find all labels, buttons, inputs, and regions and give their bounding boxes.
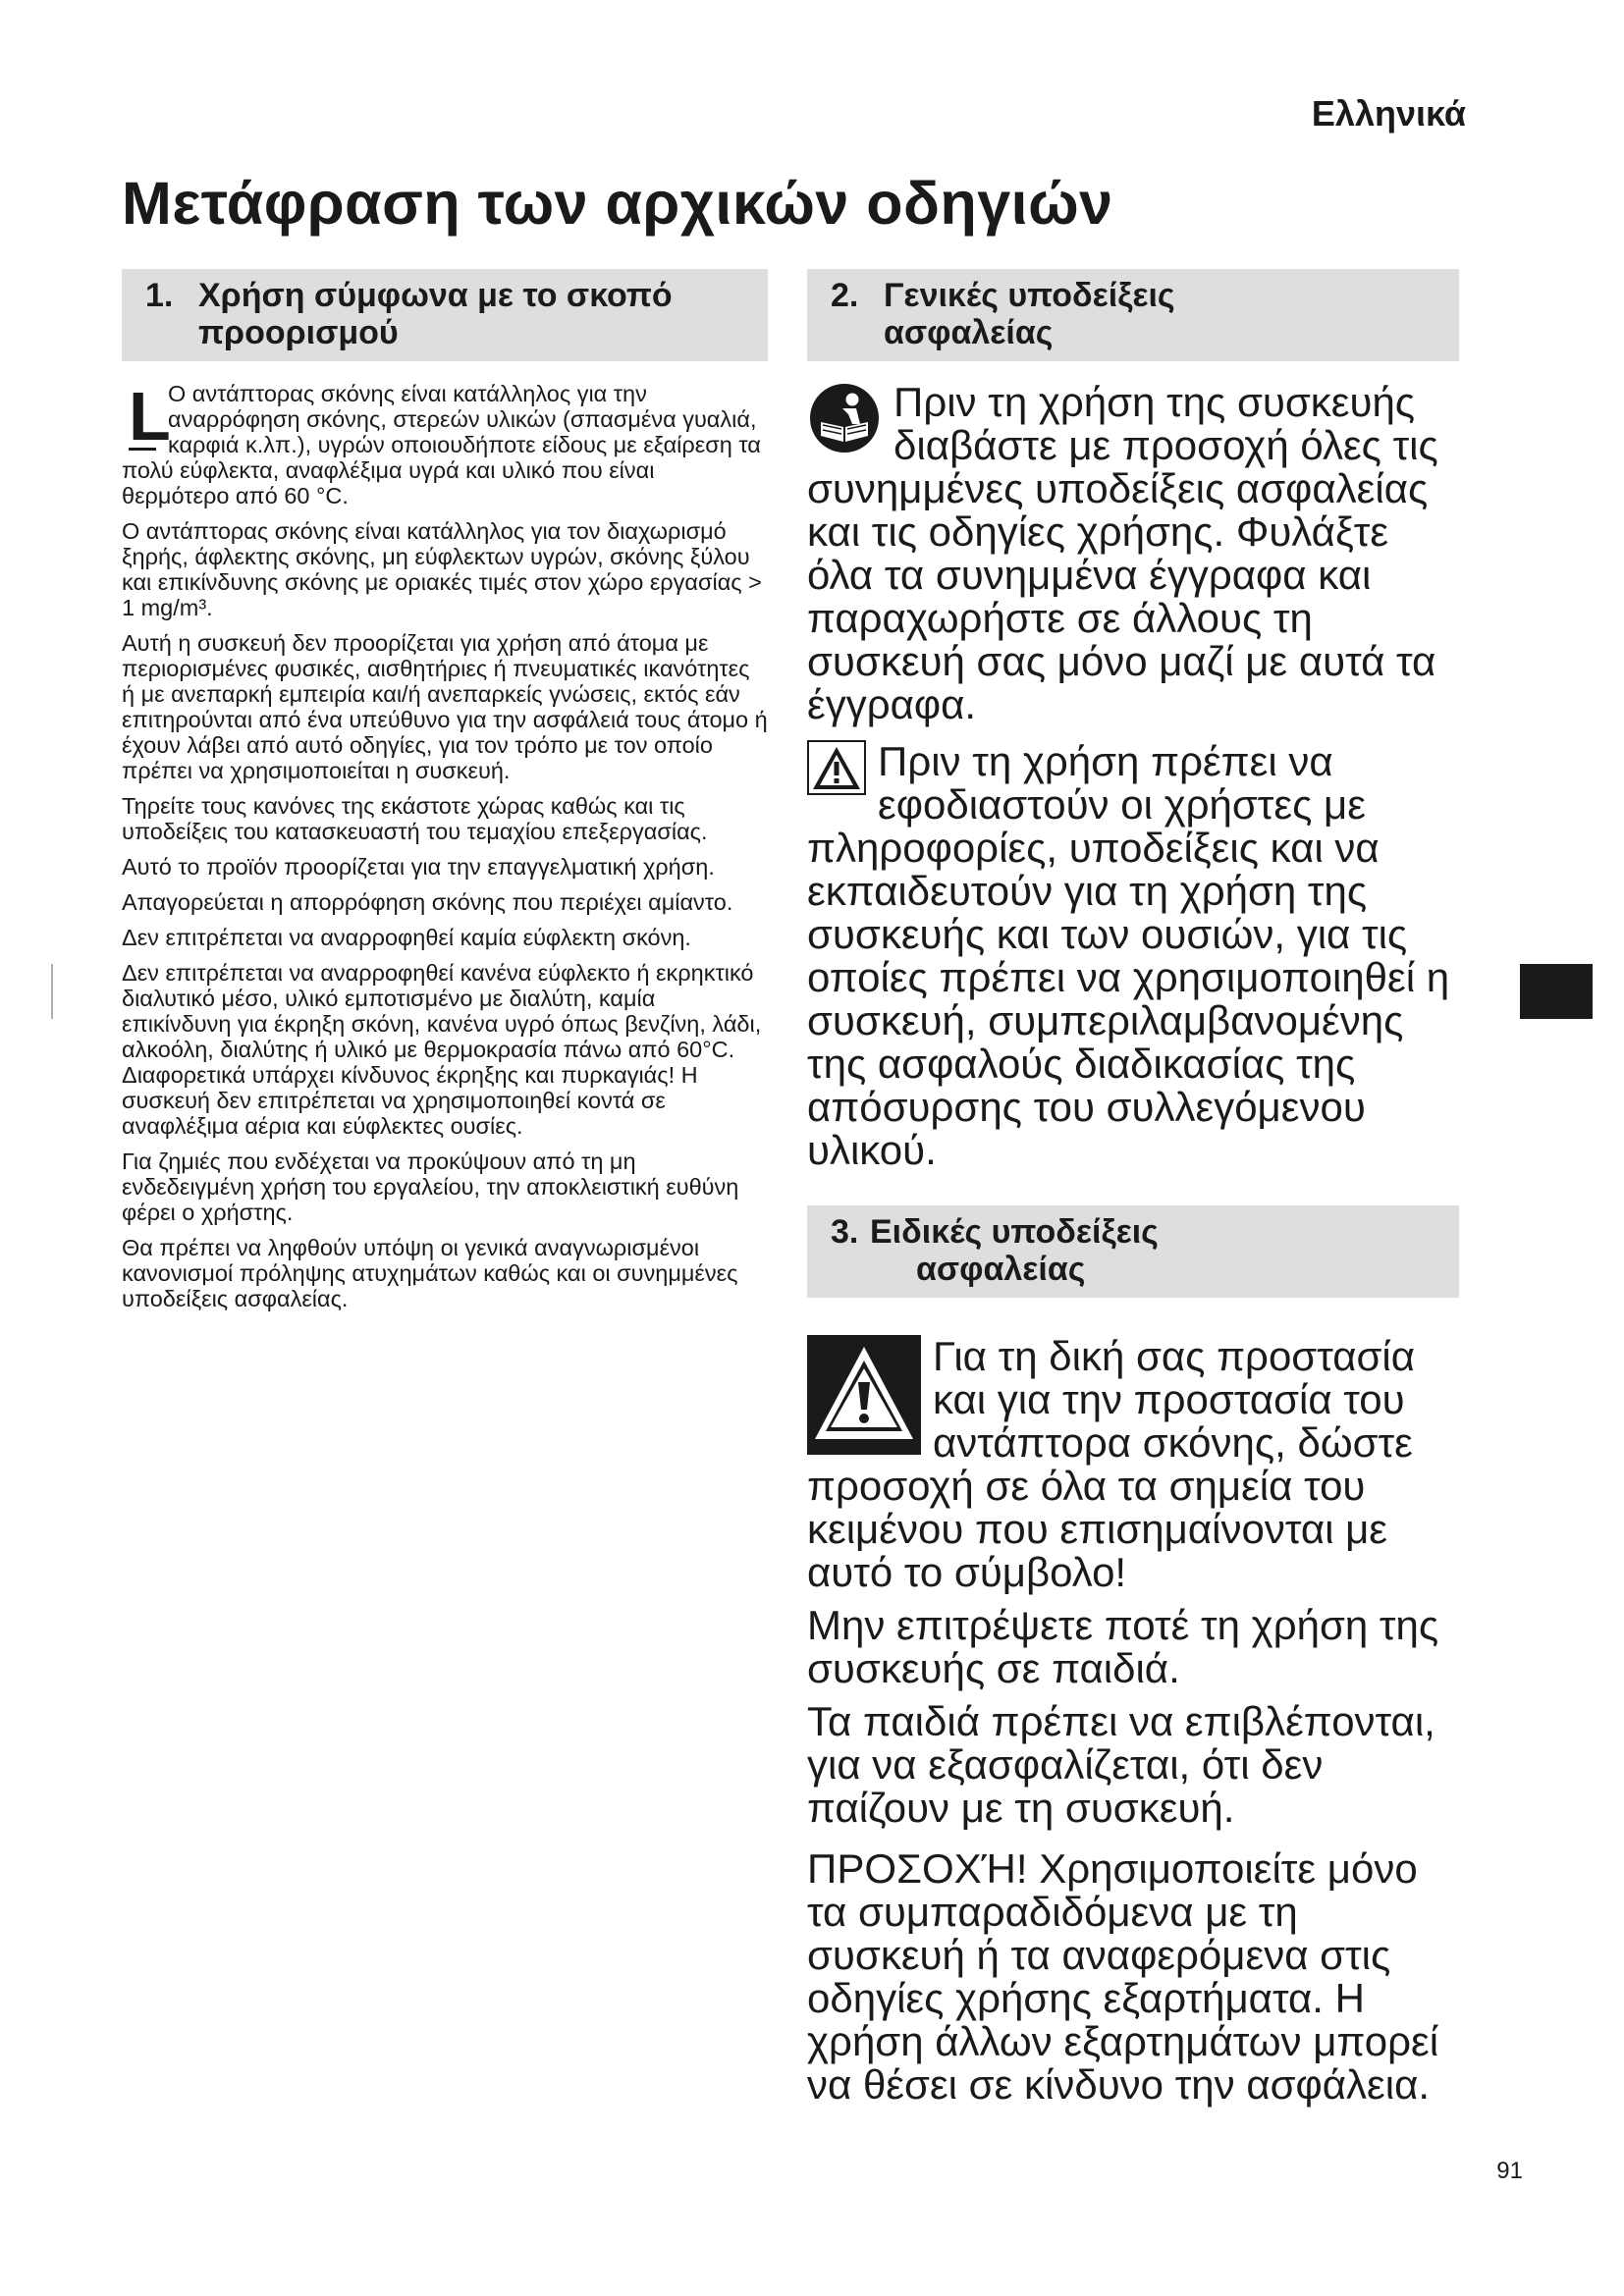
section3-children-paragraph: Μην επιτρέψετε ποτέ τη χρήση της συσκευής σε παιδιά.	[807, 1602, 1439, 1691]
language-label: Ελληνικά	[1311, 93, 1466, 133]
warning-triangle-icon	[807, 740, 866, 803]
section2-heading	[807, 269, 1459, 361]
page-title: Μετάφραση των αρχικών οδηγιών	[122, 170, 1113, 237]
section1-paragraph: L Ο αντάπτορας σκόνης είναι κατάλληλος για την αναρρόφηση σκόνης, στερεών υλικών (σπασμένα γυαλιά, καρφιά κ.λπ.), υγρών οποιουδήποτε είδους με εξαίρεση τα πολύ εύφλεκτα, αναφλέξιμα υγρά και υλικό που είναι θερμότερο από 60 °C.	[122, 378, 761, 508]
section1-paragraph: Δεν επιτρέπεται να αναρροφηθεί καμία εύφλεκτη σκόνη.	[122, 925, 691, 950]
section3-title-line2: ασφαλείας	[916, 1251, 1086, 1288]
page-number: 91	[1496, 2158, 1523, 2184]
right-column	[807, 269, 1459, 2107]
section1-number: 1.	[145, 277, 174, 314]
section1-title-line1: Χρήση σύμφωνα με το σκοπό	[198, 277, 673, 314]
read-manual-icon	[807, 381, 882, 463]
section1-paragraph: Δεν επιτρέπεται να αναρροφηθεί κανένα εύφλεκτο ή εκρηκτικό διαλυτικό μέσο, υλικό εμποτισμένο με διαλύτη, καμία επικίνδυνη για έκρηξη σκόνη, κανένα υγρό όπως βενζίνη, λάδι, αλκοόλη, διαλύτης ή υλικό με θερμοκρασία πάνω από 60°C. Διαφορετικά υπάρχει κίνδυνος έκρηξης και πυρκαγιάς! Η συσκευή δεν επιτρέπεται να χρησιμοποιηθεί κοντά σε αναφλέξιμα αέρια και εύφλεκτες ουσίες.	[122, 960, 762, 1139]
section2-title-line1: Γενικές υποδείξεις	[884, 277, 1175, 314]
section1-paragraph: Για ζημιές που ενδέχεται να προκύψουν από τη μη ενδεδειγμένη χρήση του εργαλείου, την αποκλειστική ευθύνη φέρει ο χρήστης.	[122, 1148, 739, 1225]
section3-heading	[807, 1205, 1459, 1298]
section1-paragraph: Τηρείτε τους κανόνες της εκάστοτε χώρας καθώς και τις υποδείξεις του κατασκευαστή του τεμαχίου επεξεργασίας.	[122, 793, 708, 844]
section2-number: 2.	[831, 277, 859, 314]
section1-paragraph: Απαγορεύεται η απορρόφηση σκόνης που περιέχει αμίαντο.	[122, 889, 733, 915]
warning-triangle-icon	[807, 1335, 921, 1463]
section3-attention-paragraph: ΠΡΟΣΟΧΉ! Χρησιμοποιείτε μόνο τα συμπαραδιδόμενα με τη συσκευή ή τα αναφερόμενα στις οδηγίες χρήσης εξαρτήματα. Η χρήση άλλων εξαρτημάτων μπορεί να θέσει σε κίνδυνο την ασφάλεια.	[807, 1845, 1439, 2108]
section1-paragraph: Θα πρέπει να ληφθούν υπόψη οι γενικά αναγνωρισμένοι κανονισμοί πρόληψης ατυχημάτων καθώς και οι συνημμένες υποδείξεις ασφαλείας.	[122, 1235, 738, 1311]
side-thumb-tab	[1520, 964, 1593, 1019]
section1-paragraph: Αυτή η συσκευή δεν προορίζεται για χρήση από άτομα με περιορισμένες φυσικές, αισθητήριες ή πνευματικές ικανότητες ή με ανεπαρκή εμπειρία και/ή ανεπαρκείς γνώσεις, εκτός εάν επιτηρούνται από ένα υπεύθυνο για την ασφάλειά τους άτομο ή έχουν λάβει από αυτό οδηγίες, για τον τρόπο με τον οποίο πρέπει να χρησιμοποιείται η συσκευή.	[122, 630, 768, 783]
section2-read-paragraph: Πριν τη χρήση της συσκευής διαβάστε με προσοχή όλες τις συνημμένες υποδείξεις ασφαλείας και τις οδηγίες χρήσης. Φυλάξτε όλα τα συνημμένα έγγραφα και παραχωρήστε σε άλλους τη συσκευή σας μόνο μαζί με αυτά τα έγγραφα.	[807, 379, 1438, 727]
section1-paragraph: Ο αντάπτορας σκόνης είναι κατάλληλος για τον διαχωρισμό ξηρής, άφλεκτης σκόνης, μη εύφλεκτων υγρών, σκόνης ξύλου και επικίνδυνης σκόνης με οριακές τιμές στον χώρο εργασίας > 1 mg/m³.	[122, 518, 762, 620]
section3-number: 3.	[831, 1213, 859, 1251]
margin-change-bar	[51, 964, 53, 1019]
section1-title-line2: προορισμού	[198, 314, 399, 351]
section3-children-paragraph: Τα παιδιά πρέπει να επιβλέπονται, για να εξασφαλίζεται, ότι δεν παίζουν με τη συσκευή.	[807, 1698, 1435, 1831]
l-class-marker: L	[129, 378, 171, 454]
section2-title-line2: ασφαλείας	[884, 314, 1054, 351]
left-column	[122, 269, 768, 1321]
section3-title-line1: Ειδικές υποδείξεις	[870, 1213, 1159, 1251]
section3-warning-paragraph: Για τη δική σας προστασία και για την προστασία του αντάπτορα σκόνης, δώστε προσοχή σε όλα τα σημεία του κειμένου που επισημαίνονται με αυτό το σύμβολο!	[807, 1333, 1416, 1595]
section1-paragraph: Αυτό το προϊόν προορίζεται για την επαγγελματική χρήση.	[122, 854, 715, 880]
section1-heading	[122, 269, 768, 361]
section2-warning-paragraph: Πριν τη χρήση πρέπει να εφοδιαστούν οι χρήστες με πληροφορίες, υποδείξεις και να εκπαιδευτούν για τη χρήση της συσκευής και των ουσιών, για τις οποίες πρέπει να χρησιμοποιηθεί η συσκευή, συμπεριλαμβανομένης της ασφαλούς διαδικασίας της απόσυρσης του συλλεγόμενου υλικού.	[807, 738, 1450, 1173]
